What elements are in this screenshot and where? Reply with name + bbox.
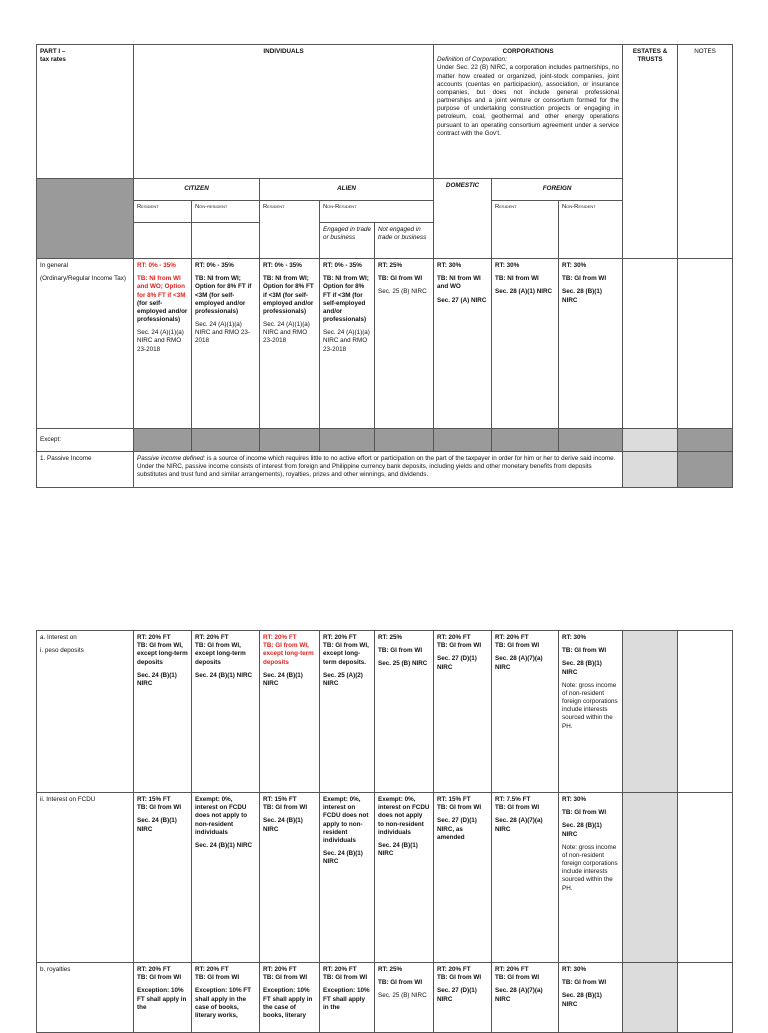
gray-cell	[492, 429, 559, 452]
exempt-text: Exempt: 0%, interest on FCDU does not apply to non-resident individuals	[195, 796, 248, 836]
rate: RT: 0% - 35%	[137, 262, 176, 269]
tax-base: TB: GI from WI	[562, 275, 607, 283]
rate: RT: 25%	[378, 634, 403, 641]
light-gray-cell	[623, 963, 678, 1033]
rate: RT: 15% FT	[263, 796, 297, 803]
passive-def-text: is a source of income which requires little to no active effort or participation on the part of the taxpayer in order for him or her to derive said income. Under the NIRC, passive income consists of interest from foreign and Philippine currency bank deposits, including yields and other monetary benefits from deposits substitutes and trust fund and similar arrangements), royalties, prizes and other winnings, and dividends.	[137, 455, 616, 479]
section-ref: Sec. 28 (B)(1) NIRC	[562, 660, 602, 676]
general-citizen-resident	[134, 259, 192, 429]
tax-base: TB: NI from WI	[495, 275, 539, 283]
section-ref: Sec. 24 (B)(1) NIRC	[323, 850, 363, 866]
blank-cell	[678, 793, 733, 963]
section-ref: Sec. 25 (A)(2) NIRC	[323, 671, 363, 687]
rate: RT: 20% FT	[323, 966, 357, 973]
note: Note: gross income of non-resident foreign corporations include interests sourced within the PH.	[562, 681, 618, 730]
gray-cell	[134, 429, 192, 452]
interest-peso-label-cell	[37, 631, 134, 793]
section-ref: Sec. 28 (A)(1) NIRC	[495, 288, 553, 296]
tax-base: TB: GI from WI, except long-term deposits	[137, 642, 188, 666]
tax-base: TB: GI from WI	[378, 647, 423, 655]
section-ref: Sec. 24 (B)(1) NIRC	[378, 841, 418, 858]
rate: RT: 0% - 35%	[263, 262, 302, 269]
peso-foreign-resident	[492, 631, 559, 793]
tax-base: TB: GI from WI	[437, 974, 482, 982]
interest-label: a. Interest on	[40, 634, 77, 641]
tax-base: TB: GI from WI	[437, 642, 482, 650]
tax-base: TB: GI from WI, except long-term deposits.	[323, 642, 369, 666]
fcdu-citizen-nonresident	[192, 793, 260, 963]
gray-cell	[678, 452, 733, 488]
tax-base: TB: GI from WI	[263, 804, 308, 812]
tax-base: TB: GI from WI	[562, 647, 607, 655]
note: (for self-employed and/or professionals)	[137, 299, 188, 324]
fcdu-foreign-nonresident	[559, 793, 623, 963]
section-ref: Sec. 24 (A)(1)(a) NIRC and RMO 23-2018	[137, 329, 184, 353]
gray-cell	[192, 429, 260, 452]
rate: RT: 20% FT	[495, 966, 529, 973]
section-ref: Sec. 24 (A)(1)(a) NIRC and RMO 23-2018	[195, 321, 250, 345]
tax-base: TB: NI from WI; Option for 8% FT if <3M (for self-employed and/or professionals)	[263, 275, 314, 315]
section-ref: Sec. 24 (B)(1) NIRC	[263, 817, 303, 833]
peso-deposits-label: i. peso deposits	[40, 647, 84, 655]
blank-cell	[623, 259, 678, 429]
corporations-header	[434, 45, 623, 179]
general-alien-resident	[260, 259, 320, 429]
royalties-alien-engaged	[320, 963, 375, 1033]
tax-base: TB: GI from WI, except long-term deposits	[195, 642, 246, 666]
section-ref: Sec. 24 (B)(1) NIRC	[137, 817, 177, 833]
general-label-cell	[37, 259, 134, 429]
blank-cell	[678, 259, 733, 429]
tax-base: TB: GI from WI	[378, 275, 423, 283]
general-sublabel: (Ordinary/Regular Income Tax)	[40, 275, 126, 283]
fcdu-alien-engaged	[320, 793, 375, 963]
section-ref: Sec. 24 (B)(1) NIRC	[137, 671, 177, 687]
alien-nonresident-header: Non-Resident	[320, 201, 434, 223]
blank-gray-cell	[37, 179, 134, 259]
general-foreign-nonresident	[559, 259, 623, 429]
rate: RT: 20% FT	[495, 634, 529, 641]
notes-header: NOTES	[678, 45, 733, 259]
rate: RT: 30%	[562, 796, 587, 803]
passive-label: 1. Passive Income	[37, 452, 134, 488]
tax-base: TB: NI from WI and WO; Option for 8% FT if <3M	[137, 275, 186, 299]
estates-header: ESTATES & TRUSTS	[623, 45, 678, 259]
tax-base: TB: GI from WI	[195, 974, 240, 982]
rate: RT: 0% - 35%	[195, 262, 234, 269]
tax-base: TB: GI from WI	[378, 979, 423, 987]
section-ref: Sec. 27 (D)(1) NIRC, as amended	[437, 817, 477, 841]
royalties-citizen-resident	[134, 963, 192, 1033]
section-ref: Sec. 24 (A)(1)(a) NIRC and RMO 23-2018	[263, 321, 310, 345]
peso-alien-not-engaged	[375, 631, 434, 793]
exception-text: Exception: 10% FT shall apply in the	[137, 987, 187, 1011]
royalties-alien-not-engaged	[375, 963, 434, 1033]
gray-cell	[678, 429, 733, 452]
rate: RT: 30%	[562, 262, 587, 269]
rate: RT: 20% FT	[323, 634, 357, 641]
tax-base: TB: GI from WI	[495, 642, 540, 650]
rate: RT: 0% - 35%	[323, 262, 362, 269]
light-gray-cell	[623, 631, 678, 793]
exempt-text: Exempt: 0%, interest on FCDU does not apply to non-resident individuals	[378, 796, 430, 836]
rate: RT: 20% FT	[437, 634, 471, 641]
gray-cell	[260, 429, 320, 452]
corp-definition-title: Definition of Corporation:	[437, 56, 507, 64]
engaged-header: Engaged in trade or business	[320, 223, 375, 259]
exception-text: Exception: 10% FT shall apply in the case of books, literary works,	[195, 987, 251, 1019]
exempt-text: Exempt: 0%, interest on FCDU does not apply to non-resident individuals	[323, 796, 369, 844]
royalties-foreign-nonresident	[559, 963, 623, 1033]
peso-domestic	[434, 631, 492, 793]
rate: RT: 25%	[378, 966, 403, 973]
alien-resident-header: Resident	[260, 201, 320, 259]
rate: RT: 20% FT	[195, 634, 229, 641]
section-ref: Sec. 24 (B)(1) NIRC	[263, 671, 303, 687]
rate: RT: 20% FT	[195, 966, 229, 973]
tax-table-top	[36, 44, 733, 488]
tax-base: TB: GI from WI	[495, 804, 540, 812]
tax-base: TB: GI from WI	[562, 979, 607, 987]
part-title-cell	[37, 45, 134, 179]
section-ref: Sec. 25 (B) NIRC	[378, 992, 427, 1000]
tax-base: TB: GI from WI	[323, 974, 368, 982]
rate: RT: 20% FT	[437, 966, 471, 973]
peso-alien-resident	[260, 631, 320, 793]
tax-base: TB: GI from WI	[437, 804, 482, 812]
peso-foreign-nonresident	[559, 631, 623, 793]
general-alien-engaged	[320, 259, 375, 429]
light-gray-cell	[623, 452, 678, 488]
citizen-header: CITIZEN	[134, 179, 260, 201]
domestic-header: DOMESTIC	[434, 179, 492, 259]
rate: RT: 15% FT	[437, 796, 471, 803]
fcdu-alien-resident	[260, 793, 320, 963]
peso-alien-engaged	[320, 631, 375, 793]
royalties-label: b. royalties	[37, 963, 134, 1033]
light-gray-cell	[623, 793, 678, 963]
section-ref: Sec. 28 (B)(1) NIRC	[562, 992, 602, 1008]
not-engaged-header: Not engaged in trade or business	[375, 223, 434, 259]
section-ref: Sec. 27 (A) NIRC	[437, 296, 487, 304]
peso-citizen-nonresident	[192, 631, 260, 793]
rate: RT: 20% FT	[137, 634, 171, 641]
rate: RT: 25%	[378, 262, 403, 269]
tax-rates-label: tax rates	[40, 56, 66, 64]
blank-cell	[678, 631, 733, 793]
rate: RT: 30%	[495, 262, 520, 269]
rate: RT: 30%	[562, 966, 587, 973]
section-ref: Sec. 28 (A)(7)(a) NIRC	[495, 987, 543, 1003]
except-label: Except:	[37, 429, 134, 452]
royalties-foreign-resident	[492, 963, 559, 1033]
rate: RT: 7.5% FT	[495, 796, 531, 803]
light-gray-cell	[623, 429, 678, 452]
section-ref: Sec. 28 (A)(7)(a) NIRC	[495, 655, 543, 671]
section-ref: Sec. 24 (B)(1) NIRC	[195, 841, 253, 849]
rate: RT: 15% FT	[137, 796, 171, 803]
alien-header: ALIEN	[260, 179, 434, 201]
general-alien-not-engaged	[375, 259, 434, 429]
section-ref: Sec. 24 (B)(1) NIRC	[195, 671, 253, 679]
blank-cell	[134, 223, 192, 259]
tax-base: TB: GI from WI	[137, 974, 182, 982]
section-ref: Sec. 25 (B) NIRC	[378, 660, 428, 668]
section-ref: Sec. 28 (B)(1) NIRC	[562, 288, 602, 304]
tax-base: TB: GI from WI	[562, 809, 607, 817]
tax-base: TB: NI from WI; Option for 8% FT if <3M (for self-employed and/or professionals)	[195, 275, 252, 315]
individuals-header: INDIVIDUALS	[134, 45, 434, 179]
section-ref: Sec. 25 (B) NIRC	[378, 288, 427, 296]
rate: RT: 30%	[437, 262, 462, 269]
royalties-alien-resident	[260, 963, 320, 1033]
general-label: In general	[40, 262, 69, 269]
foreign-resident-header: Resident	[492, 201, 559, 259]
citizen-resident-header: Resident	[134, 201, 192, 223]
section-ref: Sec. 28 (A)(7)(a) NIRC	[495, 817, 543, 833]
fcdu-domestic	[434, 793, 492, 963]
fcdu-alien-not-engaged	[375, 793, 434, 963]
exception-text: Exception: 10% FT shall apply in the case of books, literary	[263, 987, 313, 1019]
royalties-citizen-nonresident	[192, 963, 260, 1033]
peso-citizen-resident	[134, 631, 192, 793]
section-ref: Sec. 24 (A)(1)(a) NIRC and RMO 23-2018	[323, 329, 370, 353]
section-ref: Sec. 28 (B)(1) NIRC	[562, 822, 602, 838]
foreign-nonresident-header: Non-Resident	[559, 201, 623, 259]
gray-cell	[320, 429, 375, 452]
tax-base: TB: GI from WI	[495, 974, 540, 982]
general-citizen-nonresident	[192, 259, 260, 429]
tax-base: TB: GI from WI	[263, 974, 308, 982]
citizen-nonresident-header: Non-resident	[192, 201, 260, 223]
rate: RT: 30%	[562, 634, 587, 641]
note: Note: gross income of non-resident foreign corporations include interests sourced within the PH.	[562, 843, 618, 892]
rate: RT: 20% FT	[263, 966, 297, 973]
rate: RT: 20% FT	[263, 634, 297, 641]
gray-cell	[559, 429, 623, 452]
part-label: PART I –	[40, 48, 66, 55]
general-domestic	[434, 259, 492, 429]
tax-base: TB: NI from WI; Option for 8% FT if <3M (for self-employed and/or professionals)	[323, 275, 369, 324]
rate: RT: 20% FT	[137, 966, 171, 973]
section-ref: Sec. 27 (D)(1) NIRC	[437, 987, 477, 1003]
blank-cell	[678, 963, 733, 1033]
corp-definition-text: Under Sec. 22 (B) NIRC, a corporation includes partnerships, no matter how created or organized, joint-stock companies, joint accounts (cuentas en participacion), association, or insurance companies, but does not include general professional partnerships and a joint venture or consortium formed for the purpose of undertaking construction projects or engaging in petroleum, coal, geothermal and other energy operations pursuant to an operating consortium agreement under a service contract with the Gov't.	[437, 64, 620, 137]
passive-def-title: Passive income defined:	[137, 455, 206, 462]
tax-base: TB: NI from WI and WO	[437, 275, 481, 291]
general-foreign-resident	[492, 259, 559, 429]
passive-definition	[134, 452, 623, 488]
section-ref: Sec. 27 (D)(1) NIRC	[437, 655, 477, 671]
tax-base: TB: GI from WI, except long-term deposits	[263, 642, 314, 666]
foreign-header: FOREIGN	[492, 179, 623, 201]
tax-base: TB: GI from WI	[137, 804, 182, 812]
tax-table-bottom	[36, 630, 733, 1033]
royalties-domestic	[434, 963, 492, 1033]
fcdu-foreign-resident	[492, 793, 559, 963]
gray-cell	[375, 429, 434, 452]
fcdu-label: ii. Interest on FCDU	[37, 793, 134, 963]
fcdu-citizen-resident	[134, 793, 192, 963]
gray-cell	[434, 429, 492, 452]
blank-cell	[192, 223, 260, 259]
corporations-title: CORPORATIONS	[502, 48, 554, 55]
exception-text: Exception: 10% FT shall apply in the	[323, 987, 370, 1011]
